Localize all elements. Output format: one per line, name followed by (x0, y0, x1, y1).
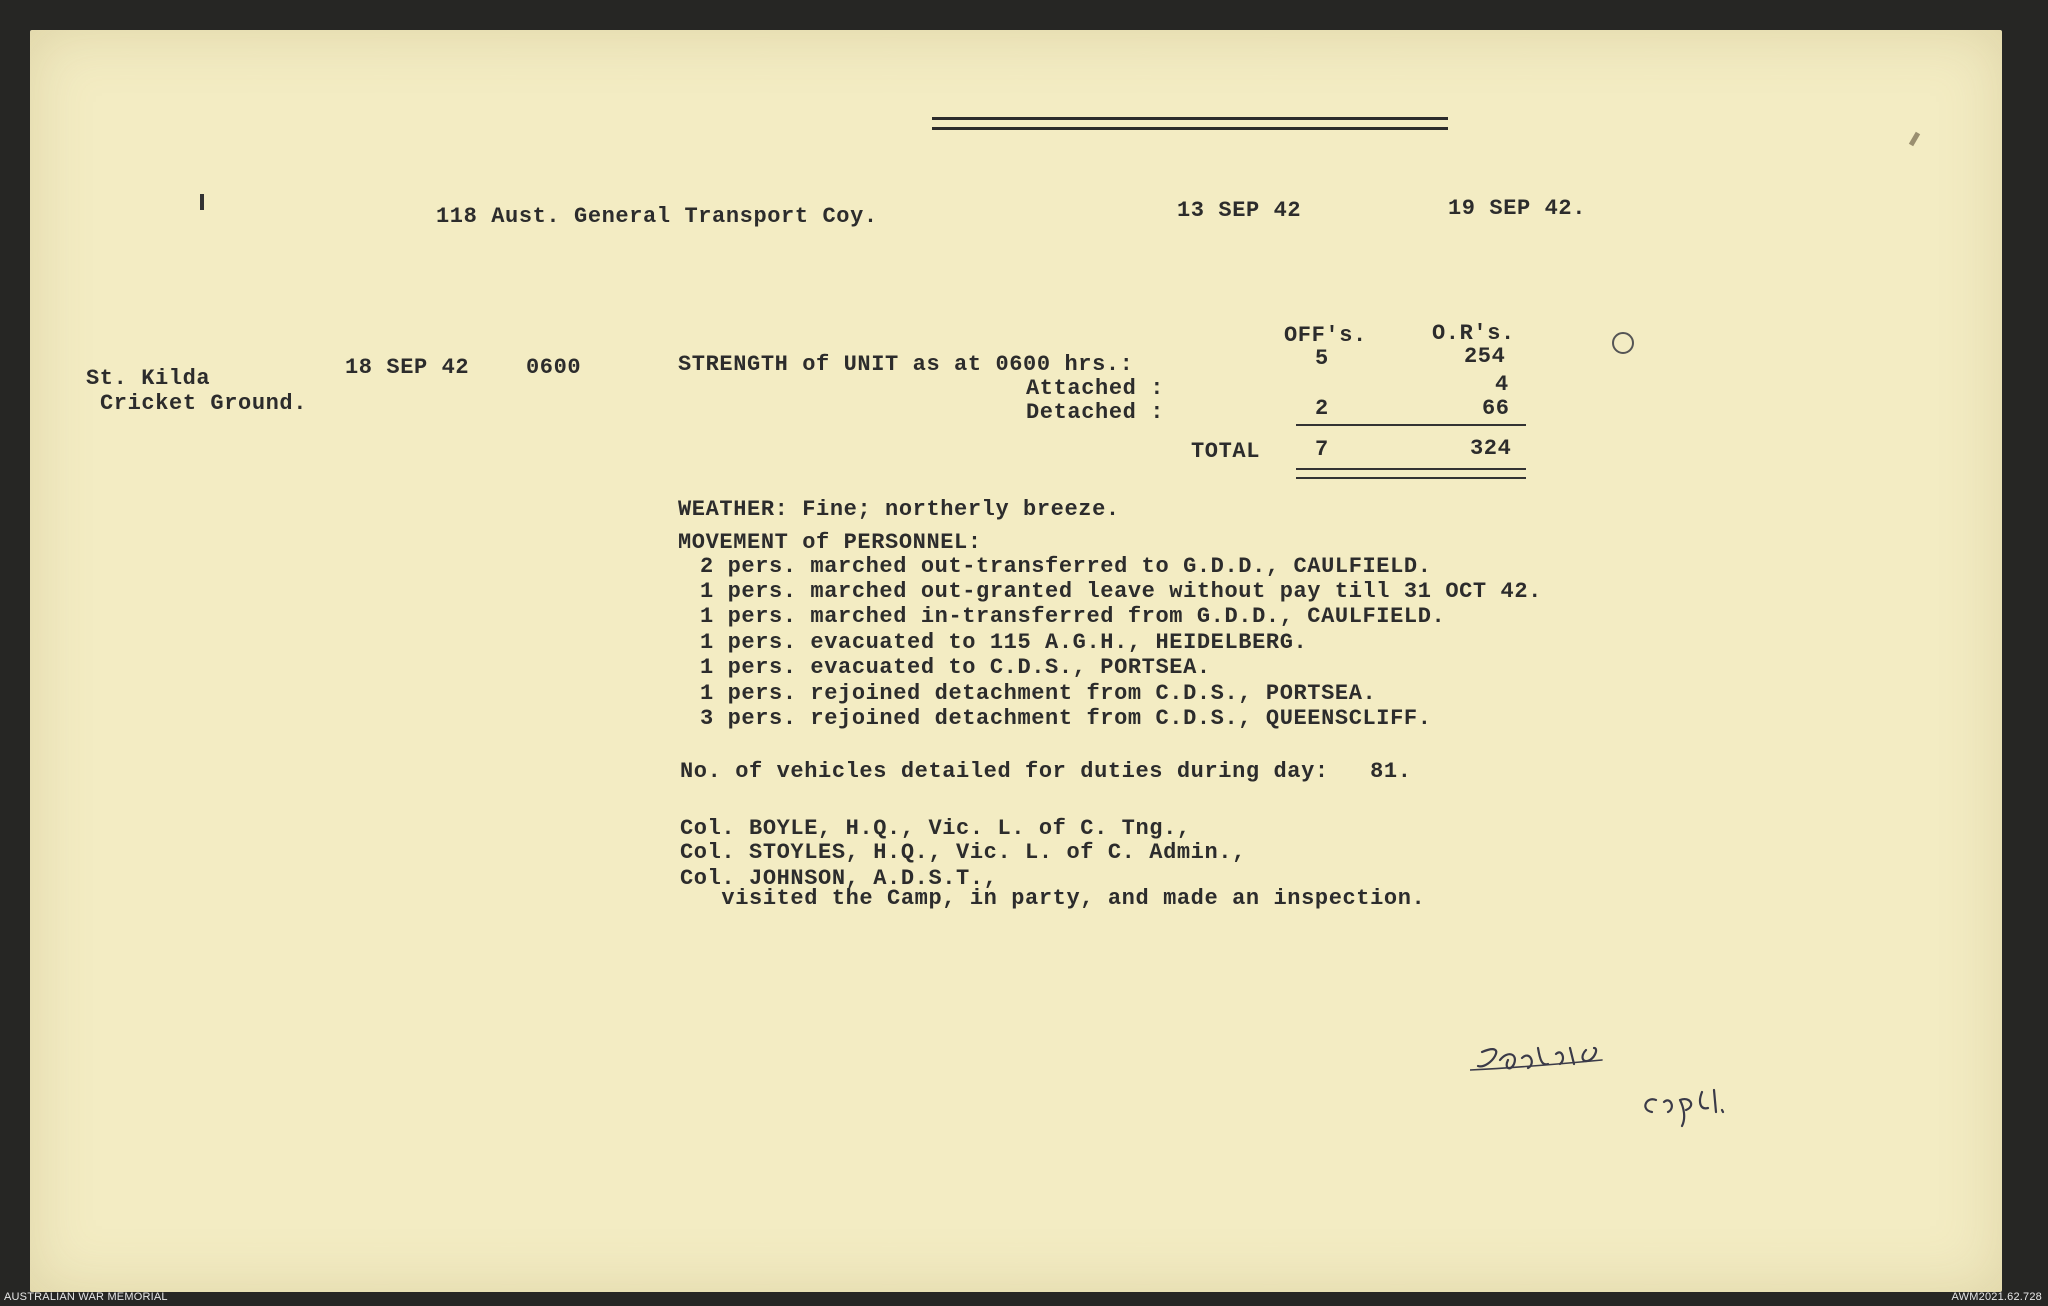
weather-line: WEATHER: Fine; northerly breeze. (678, 497, 1120, 522)
vehicles-line: No. of vehicles detailed for duties during day: 81. (680, 759, 1412, 784)
visitor-line: Col. STOYLES, H.Q., Vic. L. of C. Admin., (680, 840, 1246, 865)
top-rule-2 (932, 127, 1448, 130)
top-rule-1 (932, 117, 1448, 120)
handwritten-signature (1470, 1030, 1800, 1140)
strength-offs: 5 (1315, 346, 1329, 371)
col-header-offs: OFF's. (1284, 323, 1367, 348)
visitor-line: Col. JOHNSON, A.D.S.T., (680, 866, 998, 891)
visitor-line: visited the Camp, in party, and made an inspection. (680, 886, 1426, 911)
movement-line: 1 pers. evacuated to C.D.S., PORTSEA. (700, 655, 1211, 680)
circled-mark (1612, 332, 1634, 354)
movement-line: 1 pers. evacuated to 115 A.G.H., HEIDELBERG. (700, 630, 1308, 655)
total-label: TOTAL (1191, 439, 1261, 464)
strength-label: STRENGTH of UNIT as at 0600 hrs.: (678, 352, 1134, 377)
total-rule-2 (1296, 477, 1526, 479)
tick-mark (200, 194, 204, 210)
detached-label: Detached : (1026, 400, 1165, 425)
attached-ors: 4 (1495, 372, 1509, 397)
col-header-ors: O.R's. (1432, 321, 1515, 346)
footer-accession-number: AWM2021.62.728 (1951, 1291, 2042, 1303)
total-offs: 7 (1315, 437, 1329, 462)
unit-name: 118 Aust. General Transport Coy. (436, 204, 878, 229)
period-end-date: 19 SEP 42. (1448, 196, 1587, 221)
footer-credit: AUSTRALIAN WAR MEMORIAL (4, 1291, 168, 1303)
total-rule-1 (1296, 468, 1526, 470)
subtotal-rule (1296, 424, 1526, 426)
strength-ors: 254 (1464, 344, 1506, 369)
place-line-1: St. Kilda (86, 366, 211, 391)
visitor-line: Col. BOYLE, H.Q., Vic. L. of C. Tng., (680, 816, 1191, 841)
attached-label: Attached : (1026, 376, 1165, 401)
period-start-date: 13 SEP 42 (1177, 198, 1302, 223)
movement-line: 1 pers. marched in-transferred from G.D.D., CAULFIELD. (700, 604, 1446, 629)
place-line-2: Cricket Ground. (100, 391, 308, 416)
detached-ors: 66 (1482, 396, 1510, 421)
entry-date: 18 SEP 42 (345, 355, 470, 380)
movement-line: 1 pers. rejoined detachment from C.D.S., PORTSEA. (700, 681, 1377, 706)
movement-heading: MOVEMENT of PERSONNEL: (678, 530, 982, 555)
movement-line: 2 pers. marched out-transferred to G.D.D., CAULFIELD. (700, 554, 1432, 579)
movement-line: 3 pers. rejoined detachment from C.D.S., QUEENSCLIFF. (700, 706, 1432, 731)
entry-time: 0600 (526, 355, 582, 380)
detached-offs: 2 (1315, 396, 1329, 421)
total-ors: 324 (1470, 436, 1512, 461)
movement-line: 1 pers. marched out-granted leave without pay till 31 OCT 42. (700, 579, 1542, 604)
